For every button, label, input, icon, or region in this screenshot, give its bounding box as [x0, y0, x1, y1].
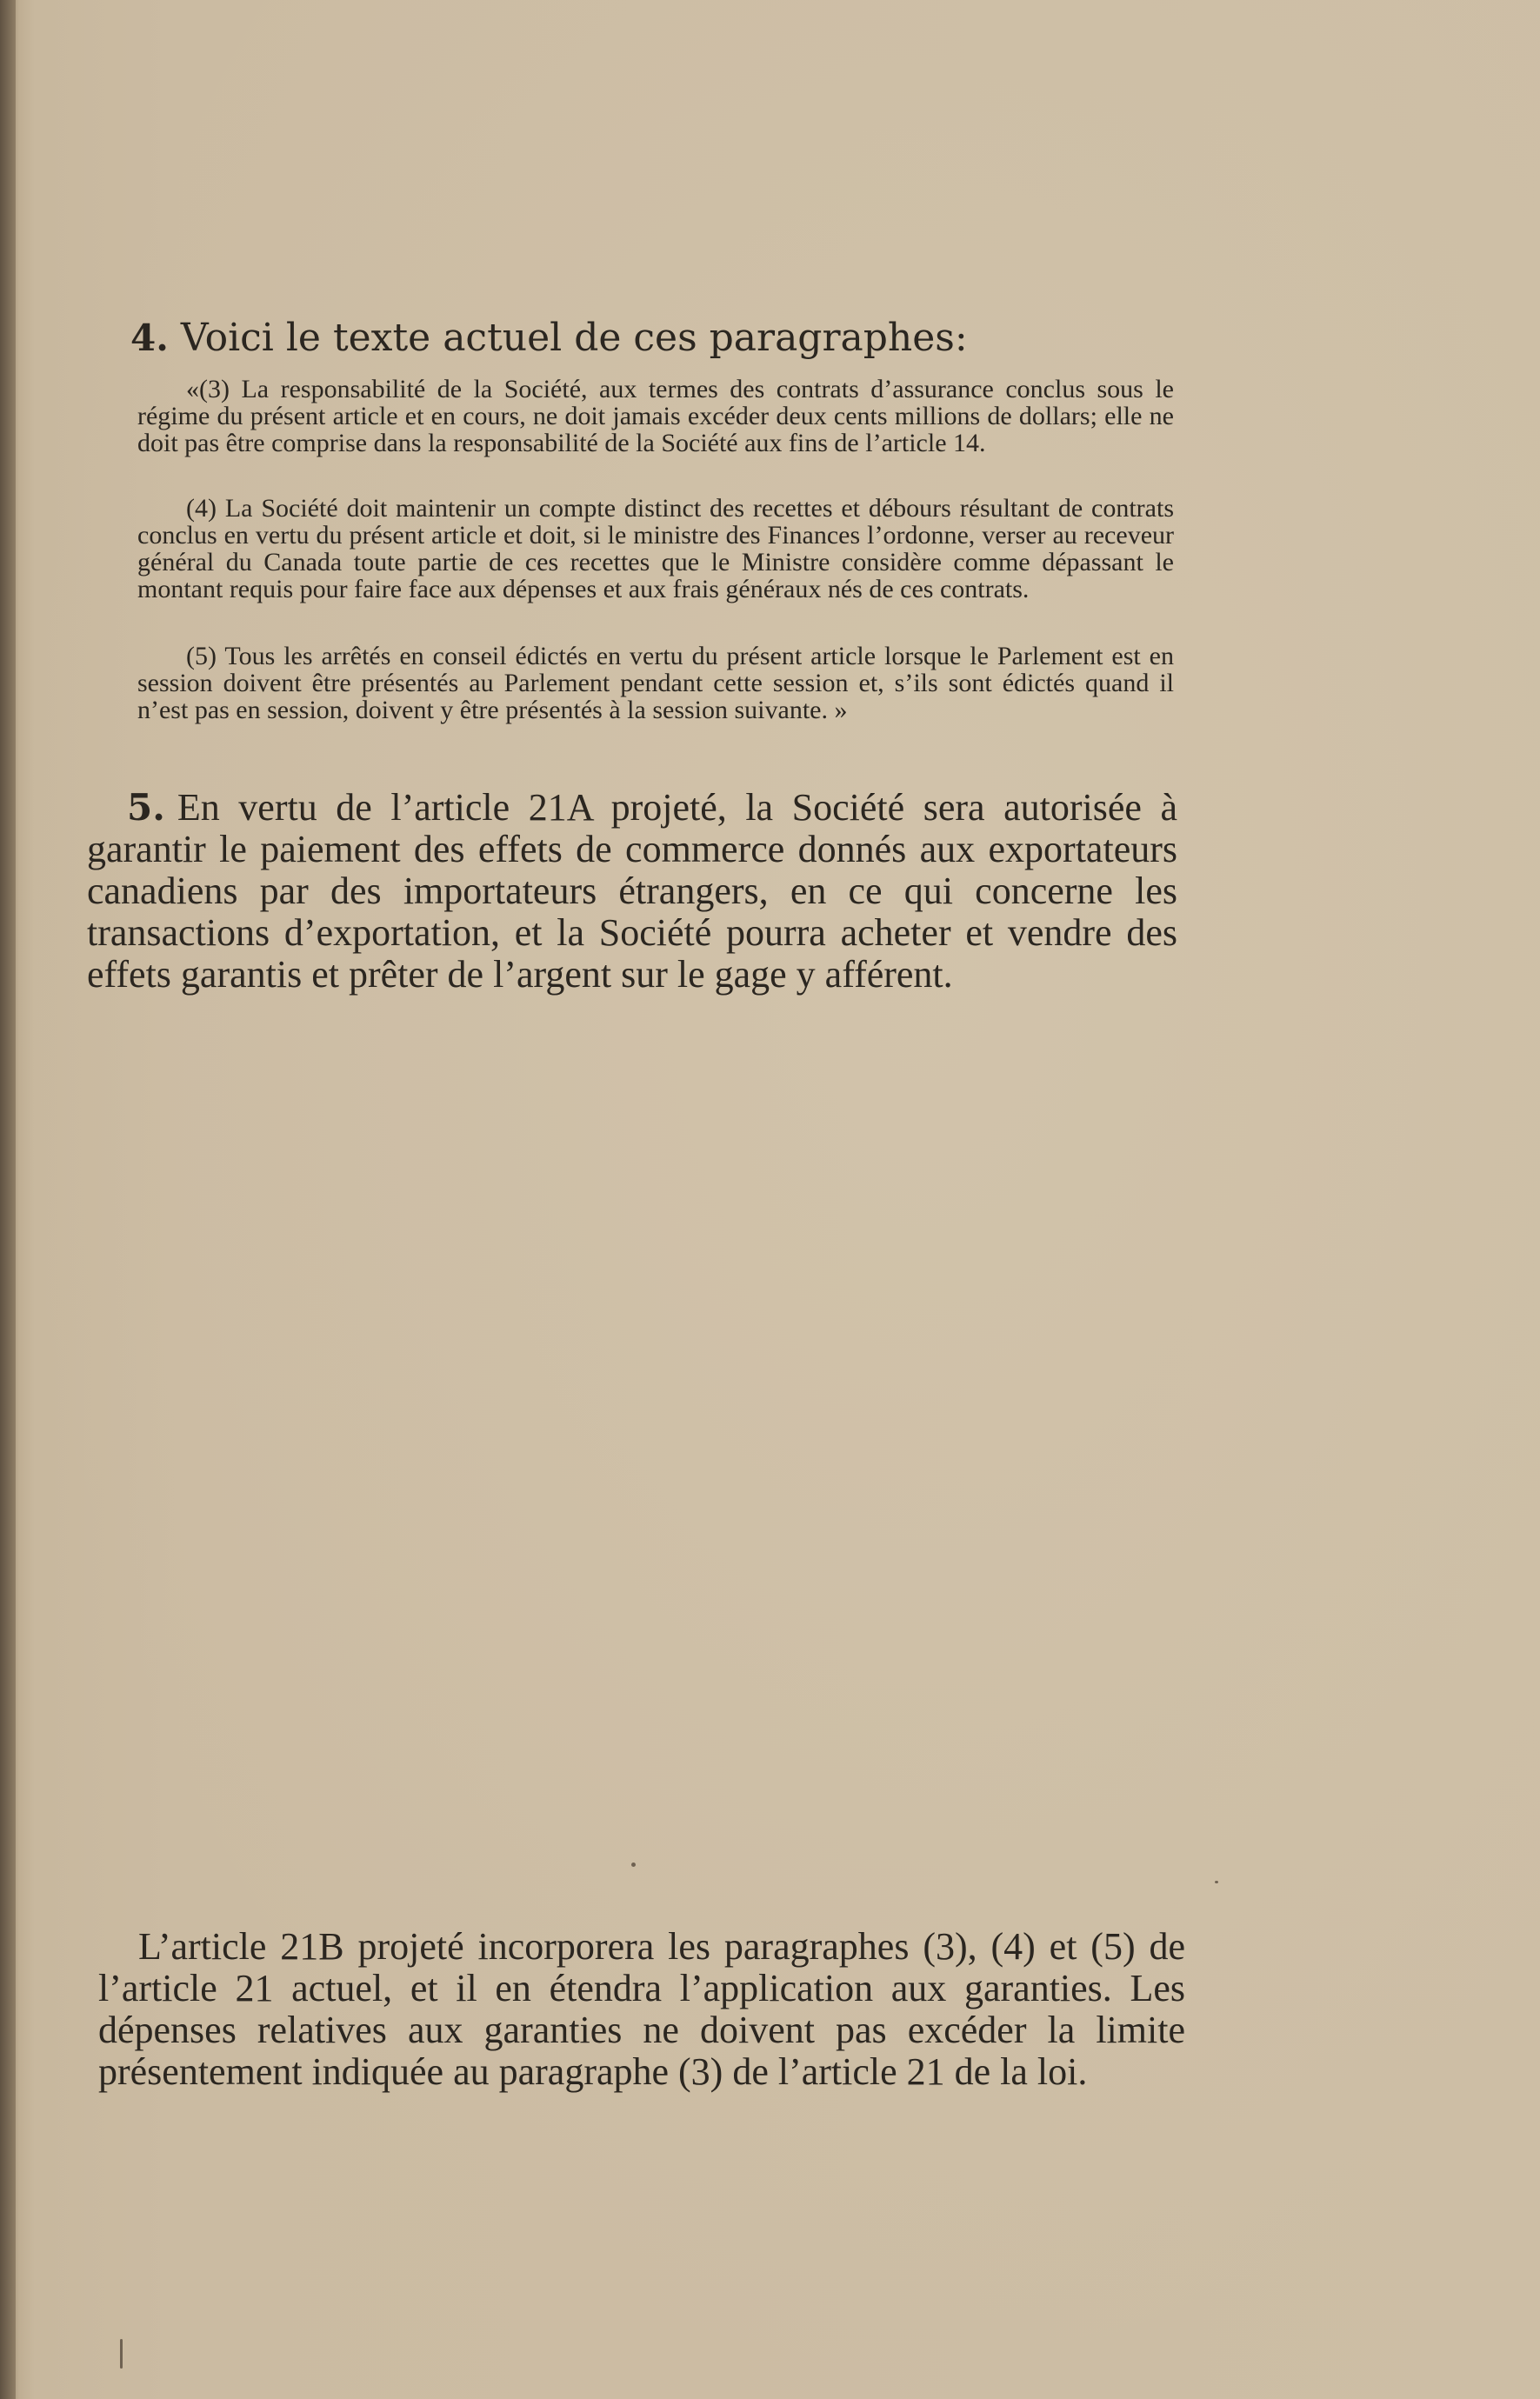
paper-speck: [1215, 1881, 1218, 1883]
quoted-paragraph-3-text: «(3) La responsabilité de la Société, aux termes des contrats d’assurance conclus sous le régime du présent article et en cours, ne doit jamais excéder deux cents millions de dollars; elle ne doit pas être comprise dans la responsabilité de la Société aux fins de l’article 14.: [137, 375, 1174, 457]
article-21b-text: L’article 21B projeté incorporera les paragraphes (3), (4) et (5) de l’article 21 actuel, et il en étendra l’application aux garanties. Les dépenses relatives aux garanties ne doivent pas excéder la limite présentement indiquée au paragraphe (3) de l’article 21 de la loi.: [98, 1925, 1185, 2093]
section-4-heading-text: Voici le texte actuel de ces paragraphes:: [180, 316, 968, 360]
article-21b-paragraph: [98, 1926, 1185, 2093]
section-5-text: En vertu de l’article 21A projeté, la Société sera autorisée à garantir le paiement des effets de commerce donnés aux exportateurs canadiens par des importateurs étrangers, en ce qui concerne les transactions d’exportation, et la Société pourra acheter et vendre des effets garantis et prêter de l’argent sur le gage y afférent.: [87, 786, 1177, 996]
paper-speck: [631, 1863, 636, 1867]
section-5-paragraph: [87, 787, 1177, 996]
section-4-number: 4.: [130, 317, 169, 359]
quoted-paragraph-4-text: (4) La Société doit maintenir un compte distinct des recettes et débours résultant de contrats conclus en vertu du présent article et doit, si le ministre des Finances l’ordonne, verser au receveur général du Canada toute partie de ces recettes que le Ministre considère comme dépassant le montant requis pour faire face aux dépenses et aux frais généraux nés de ces contrats.: [137, 494, 1174, 603]
quoted-paragraph-3: [137, 376, 1174, 456]
quoted-paragraph-5-text: (5) Tous les arrêtés en conseil édictés en vertu du présent article lorsque le Parlement est en session doivent être présentés au Parlement pendant cette session et, s’ils sont édictés quand il n’est pas en session, doivent y être présentés à la session suivante. »: [137, 642, 1174, 724]
section-5-number: 5.: [127, 786, 165, 829]
quoted-paragraph-5: [137, 643, 1174, 723]
quoted-paragraph-4: [137, 495, 1174, 603]
paper-mark: [120, 2339, 123, 2369]
book-spine-shadow: [0, 0, 16, 2399]
section-4-heading: [130, 315, 1183, 362]
